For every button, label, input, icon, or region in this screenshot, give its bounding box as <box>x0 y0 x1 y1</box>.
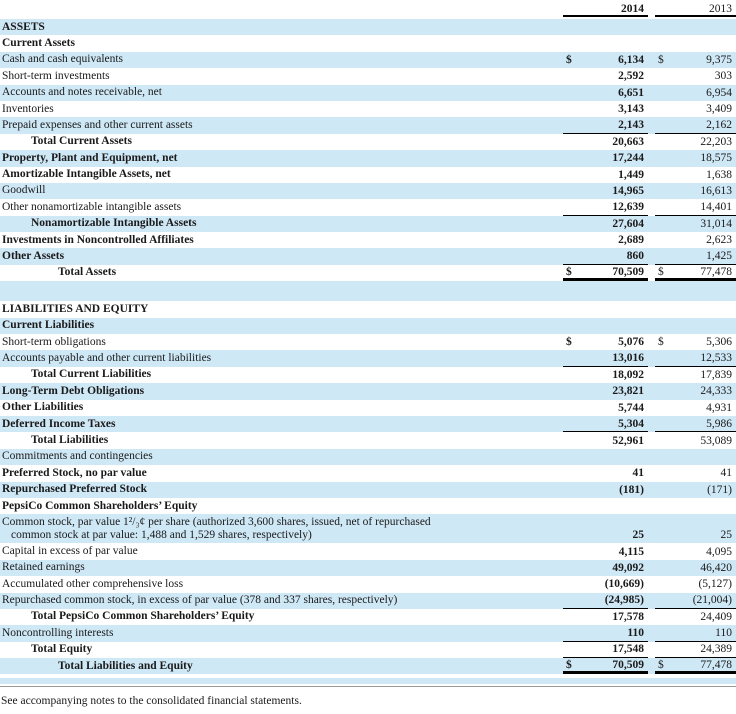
value: 18,575 <box>700 152 732 165</box>
table-row <box>0 85 736 101</box>
value: 2,162 <box>706 119 732 132</box>
column-gap <box>648 560 655 576</box>
value: 70,509 <box>612 658 644 671</box>
value: 23,821 <box>612 385 644 398</box>
row-label: Total Liabilities <box>31 433 109 446</box>
value: 5,986 <box>706 417 732 430</box>
table-row <box>0 301 736 317</box>
row-label: Total Equity <box>31 643 93 656</box>
table-row <box>0 150 736 166</box>
table-row <box>0 318 736 334</box>
value-2013-cell <box>655 400 736 416</box>
value: 2,143 <box>618 119 644 132</box>
value: 22,203 <box>700 135 732 148</box>
table-row <box>0 514 736 543</box>
table-row <box>0 560 736 576</box>
column-gap <box>648 248 655 264</box>
value: 25 <box>632 529 644 542</box>
value-2013-cell <box>655 482 736 498</box>
value-2014-cell <box>563 576 648 592</box>
value-2014-cell <box>563 183 648 199</box>
column-gap <box>648 35 655 51</box>
value-2013-cell <box>655 265 736 281</box>
row-label: Repurchased Preferred Stock <box>2 483 148 496</box>
value: 17,244 <box>612 152 644 165</box>
column-gap <box>648 514 655 543</box>
table-row <box>0 543 736 559</box>
column-gap <box>648 593 655 609</box>
value: 3,143 <box>618 103 644 116</box>
value-2013-cell <box>655 334 736 350</box>
value-2013-cell <box>655 514 736 543</box>
value-2014-cell <box>563 625 648 641</box>
table-row <box>0 265 736 281</box>
value: 12,533 <box>700 352 732 365</box>
row-label: Preferred Stock, no par value <box>2 466 147 479</box>
row-label: Common stock, par value 1²/₃¢ per share (authorized 3,600 shares, issued, net of repurchased common stock at par value: 1,488 and 1,529 shares, respectively) <box>2 515 431 541</box>
value-2013-cell <box>655 85 736 101</box>
footnote: See accompanying notes to the consolidated financial statements. <box>1 695 302 708</box>
table-row <box>0 609 736 625</box>
value-2014-cell <box>563 367 648 383</box>
value: 52,961 <box>612 434 644 447</box>
column-gap <box>648 117 655 133</box>
value: 4,931 <box>706 401 732 414</box>
value: 14,965 <box>612 185 644 198</box>
value-2013-cell <box>655 183 736 199</box>
row-label: Total Assets <box>58 266 117 279</box>
column-header-2013: 2013 <box>655 0 736 17</box>
value-2013-cell <box>655 68 736 84</box>
column-gap <box>648 465 655 481</box>
value-2014-cell <box>563 482 648 498</box>
table-row <box>0 68 736 84</box>
table-row <box>0 183 736 199</box>
dollar-sign: $ <box>566 265 572 278</box>
table-row <box>0 383 736 399</box>
value-2013-cell <box>655 609 736 625</box>
value: (181) <box>619 483 644 496</box>
row-label: LIABILITIES AND EQUITY <box>2 302 149 315</box>
value-2013-cell <box>655 593 736 609</box>
dollar-sign: $ <box>566 53 572 66</box>
value-2014-cell <box>563 134 648 150</box>
column-gap <box>648 101 655 117</box>
value-2014-cell <box>563 150 648 166</box>
value-2014-cell <box>563 658 648 674</box>
column-gap <box>648 68 655 84</box>
value: 77,478 <box>700 658 732 671</box>
table-body <box>0 19 736 684</box>
row-label: Other Liabilities <box>2 401 84 414</box>
column-gap <box>648 334 655 350</box>
row-label: Noncontrolling interests <box>2 626 114 639</box>
row-label: Cash and cash equivalents <box>2 53 124 66</box>
row-label: Commitments and contingencies <box>2 450 153 463</box>
value: 77,478 <box>700 265 732 278</box>
row-label: Other nonamortizable intangible assets <box>2 200 182 213</box>
value: 4,115 <box>618 545 644 558</box>
value: 18,092 <box>612 369 644 381</box>
value: 2,689 <box>618 234 644 247</box>
column-gap <box>648 134 655 150</box>
table-row <box>0 117 736 133</box>
value-2013-cell <box>655 101 736 117</box>
value: (5,127) <box>698 578 732 591</box>
value-2014-cell <box>563 199 648 215</box>
value-2013-cell <box>655 367 736 383</box>
value: 49,092 <box>612 561 644 574</box>
row-label: Capital in excess of par value <box>2 544 138 557</box>
row-label: Other Assets <box>2 250 65 263</box>
value: (171) <box>707 483 732 496</box>
value: 17,839 <box>700 369 732 381</box>
table-row <box>0 19 736 35</box>
row-label: Inventories <box>2 102 54 115</box>
value: 2,592 <box>618 70 644 83</box>
table-row <box>0 400 736 416</box>
table-row <box>0 216 736 232</box>
value-2013-cell <box>655 248 736 264</box>
row-label: Current Assets <box>2 36 75 49</box>
value-2014-cell <box>563 248 648 264</box>
value: 1,425 <box>706 250 732 263</box>
value-2013-cell <box>655 432 736 448</box>
column-gap <box>648 383 655 399</box>
table-row <box>0 350 736 366</box>
value-2014-cell <box>563 85 648 101</box>
row-label: Total Current Assets <box>31 135 132 148</box>
table-row <box>0 465 736 481</box>
value-2013-cell <box>655 318 736 334</box>
value-2014-cell <box>563 432 648 448</box>
value-2013-cell <box>655 416 736 432</box>
value: 2,623 <box>706 234 732 247</box>
table-row <box>0 432 736 448</box>
value-2014-cell <box>563 465 648 481</box>
column-gap <box>648 350 655 366</box>
table-row <box>0 625 736 641</box>
column-gap <box>648 609 655 625</box>
value-2014-cell <box>563 117 648 133</box>
value: 13,016 <box>612 352 644 365</box>
column-gap <box>648 416 655 432</box>
value: 4,095 <box>706 545 732 558</box>
value: 17,548 <box>612 643 644 656</box>
dollar-sign: $ <box>658 53 664 66</box>
dollar-sign: $ <box>658 336 664 349</box>
table-row <box>0 167 736 183</box>
table-row <box>0 134 736 150</box>
value-2013-cell <box>655 150 736 166</box>
column-gap <box>648 400 655 416</box>
table-row <box>0 35 736 51</box>
value: 24,409 <box>700 611 732 624</box>
value-2014-cell <box>563 543 648 559</box>
column-gap <box>648 232 655 248</box>
table-row <box>0 334 736 350</box>
value: 24,389 <box>700 643 732 656</box>
column-gap <box>648 19 655 35</box>
row-label: Current Liabilities <box>2 319 95 332</box>
value-2013-cell <box>655 449 736 465</box>
table-bottom-rule <box>0 686 736 687</box>
column-gap <box>648 52 655 68</box>
value-2013-cell <box>655 543 736 559</box>
row-label: Accounts and notes receivable, net <box>2 86 162 99</box>
value: 860 <box>626 250 644 263</box>
value: 5,306 <box>706 336 732 349</box>
value-2013-cell <box>655 167 736 183</box>
year-header-row <box>0 0 736 17</box>
column-gap <box>648 449 655 465</box>
column-gap <box>648 543 655 559</box>
row-label: Goodwill <box>2 184 46 197</box>
table-row <box>0 642 736 658</box>
value-2014-cell <box>563 449 648 465</box>
value: 303 <box>714 70 732 83</box>
value-2014-cell <box>563 19 648 35</box>
value: 6,954 <box>706 86 732 99</box>
value-2013-cell <box>655 625 736 641</box>
row-label: ASSETS <box>2 20 45 33</box>
value-2013-cell <box>655 216 736 232</box>
row-label: Short-term investments <box>2 69 110 82</box>
value: 1,638 <box>706 168 732 181</box>
row-label: Total Current Liabilities <box>31 368 152 381</box>
value-2013-cell <box>655 199 736 215</box>
table-row <box>0 248 736 264</box>
value: 110 <box>627 626 644 639</box>
value: 5,304 <box>618 417 644 430</box>
value: 20,663 <box>612 135 644 148</box>
table-row <box>0 52 736 68</box>
value: (21,004) <box>692 594 732 607</box>
row-label: PepsiCo Common Shareholders’ Equity <box>2 499 198 512</box>
value: (24,985) <box>604 594 644 607</box>
value: 27,604 <box>612 217 644 230</box>
value: 110 <box>715 626 732 639</box>
column-gap <box>648 625 655 641</box>
column-gap <box>648 167 655 183</box>
row-label: Prepaid expenses and other current assets <box>2 118 193 131</box>
value: 17,578 <box>612 611 644 624</box>
value: 46,420 <box>700 561 732 574</box>
row-label: Accumulated other comprehensive loss <box>2 577 184 590</box>
value: 3,409 <box>706 103 732 116</box>
value-2013-cell <box>655 301 736 317</box>
value-2014-cell <box>563 35 648 51</box>
column-gap <box>648 150 655 166</box>
dollar-sign: $ <box>658 265 664 278</box>
value-2014-cell <box>563 265 648 281</box>
value: 24,333 <box>700 385 732 398</box>
blank-row <box>0 678 736 684</box>
value-2014-cell <box>563 216 648 232</box>
value-2014-cell <box>563 498 648 514</box>
value-2013-cell <box>655 134 736 150</box>
table-row <box>0 498 736 514</box>
column-gap <box>648 318 655 334</box>
row-label: Short-term obligations <box>2 335 106 348</box>
value-2013-cell <box>655 117 736 133</box>
value-2014-cell <box>563 52 648 68</box>
value-2014-cell <box>563 318 648 334</box>
row-label: Accounts payable and other current liabilities <box>2 352 212 364</box>
table-row <box>0 482 736 498</box>
value-2014-cell <box>563 68 648 84</box>
value-2014-cell <box>563 400 648 416</box>
column-gap <box>648 199 655 215</box>
column-gap <box>648 85 655 101</box>
value-2014-cell <box>563 167 648 183</box>
value: 31,014 <box>700 217 732 230</box>
value: 41 <box>632 467 644 480</box>
value-2014-cell <box>563 609 648 625</box>
value: 16,613 <box>700 185 732 198</box>
value-2014-cell <box>563 334 648 350</box>
value-2013-cell <box>655 383 736 399</box>
column-gap <box>648 482 655 498</box>
value-2013-cell <box>655 232 736 248</box>
table-row <box>0 576 736 592</box>
column-gap <box>648 0 655 17</box>
value-2013-cell <box>655 642 736 658</box>
table-row <box>0 416 736 432</box>
value: 14,401 <box>700 200 732 213</box>
column-gap <box>648 265 655 281</box>
value: 70,509 <box>612 265 644 278</box>
row-label: Amortizable Intangible Assets, net <box>2 168 171 181</box>
row-label: Nonamortizable Intangible Assets <box>31 217 197 230</box>
value-2013-cell <box>655 35 736 51</box>
value-2014-cell <box>563 101 648 117</box>
table-row <box>0 199 736 215</box>
value-2014-cell <box>563 301 648 317</box>
value: 25 <box>720 529 732 542</box>
column-gap <box>648 216 655 232</box>
value: 5,744 <box>618 401 644 414</box>
value-2013-cell <box>655 52 736 68</box>
value-2013-cell <box>655 576 736 592</box>
table-row <box>0 593 736 609</box>
value-2014-cell <box>563 416 648 432</box>
column-gap <box>648 432 655 448</box>
value-2013-cell <box>655 465 736 481</box>
table-row <box>0 232 736 248</box>
column-gap <box>648 301 655 317</box>
row-label: Repurchased common stock, in excess of par value (378 and 337 shares, respectively) <box>2 594 398 607</box>
value: 12,639 <box>612 200 644 213</box>
row-label: Retained earnings <box>2 561 85 574</box>
value-2013-cell <box>655 560 736 576</box>
value: (10,669) <box>604 578 644 591</box>
row-label: Long-Term Debt Obligations <box>2 384 145 397</box>
blank-row <box>0 281 736 301</box>
value-2014-cell <box>563 593 648 609</box>
value-2014-cell <box>563 350 648 366</box>
row-label: Deferred Income Taxes <box>2 417 116 430</box>
dollar-sign: $ <box>658 658 664 671</box>
column-header-2014: 2014 <box>563 0 648 17</box>
value: 53,089 <box>700 434 732 447</box>
value: 6,651 <box>618 86 644 99</box>
value: 1,449 <box>618 168 644 181</box>
value-2013-cell <box>655 19 736 35</box>
value-2014-cell <box>563 383 648 399</box>
value-2013-cell <box>655 498 736 514</box>
header-spacer <box>0 0 563 17</box>
column-gap <box>648 576 655 592</box>
value: 9,375 <box>706 53 732 66</box>
dollar-sign: $ <box>566 658 572 671</box>
value-2014-cell <box>563 232 648 248</box>
row-label: Property, Plant and Equipment, net <box>2 151 178 164</box>
table-row <box>0 449 736 465</box>
column-gap <box>648 367 655 383</box>
dollar-sign: $ <box>566 336 572 349</box>
value-2014-cell <box>563 514 648 543</box>
value-2013-cell <box>655 658 736 674</box>
row-label: Total PepsiCo Common Shareholders’ Equity <box>31 610 255 623</box>
table-row <box>0 367 736 383</box>
value-2013-cell <box>655 350 736 366</box>
column-gap <box>648 183 655 199</box>
value-2014-cell <box>563 560 648 576</box>
value: 6,134 <box>618 53 644 66</box>
value: 5,076 <box>618 336 644 349</box>
column-gap <box>648 658 655 674</box>
column-gap <box>648 642 655 658</box>
value-2014-cell <box>563 642 648 658</box>
row-label: Total Liabilities and Equity <box>58 659 193 672</box>
value: 41 <box>720 467 732 480</box>
table-row <box>0 658 736 674</box>
row-label: Investments in Noncontrolled Affiliates <box>2 233 194 246</box>
column-gap <box>648 498 655 514</box>
table-row <box>0 101 736 117</box>
